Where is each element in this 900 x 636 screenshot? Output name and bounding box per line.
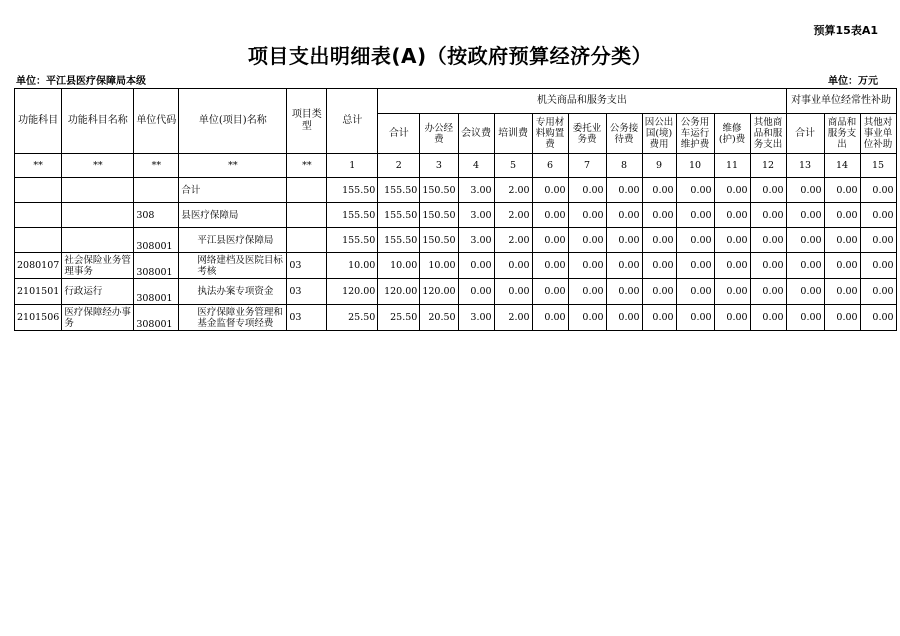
value-cell: 0.00 xyxy=(714,305,750,331)
value-cell: 0.00 xyxy=(568,279,606,305)
func-name-cell xyxy=(62,228,134,253)
col-project-type: 项目类型 xyxy=(287,89,327,154)
value-cell: 0.00 xyxy=(786,203,824,228)
group-goods-services: 机关商品和服务支出 xyxy=(378,89,786,114)
value-cell: 20.50 xyxy=(420,305,458,331)
col-b-other: 其他对事业单位补助 xyxy=(860,114,896,154)
value-cell: 0.00 xyxy=(642,305,676,331)
currency-unit-label: 单位：万元 xyxy=(828,76,878,87)
index-cell: ** xyxy=(15,154,62,178)
value-cell: 0.00 xyxy=(676,279,714,305)
project-type-cell: 03 xyxy=(287,253,327,279)
table-code: 预算15表A1 xyxy=(813,24,878,37)
value-cell: 2.00 xyxy=(494,178,532,203)
index-cell: ** xyxy=(287,154,327,178)
index-cell: 8 xyxy=(606,154,642,178)
col-meeting: 会议费 xyxy=(458,114,494,154)
value-cell: 0.00 xyxy=(532,305,568,331)
value-cell: 0.00 xyxy=(568,228,606,253)
table-row xyxy=(15,203,897,228)
value-cell: 0.00 xyxy=(824,228,860,253)
value-cell: 0.00 xyxy=(606,279,642,305)
unit-name-cell: 合计 xyxy=(179,178,287,203)
index-cell: ** xyxy=(62,154,134,178)
func-name-cell xyxy=(62,203,134,228)
index-cell: 6 xyxy=(532,154,568,178)
value-cell: 2.00 xyxy=(494,228,532,253)
value-cell: 150.50 xyxy=(420,228,458,253)
table-row xyxy=(15,305,897,331)
value-cell: 3.00 xyxy=(458,203,494,228)
unit-code-cell: 308 xyxy=(134,203,179,228)
table-row xyxy=(15,178,897,203)
unit-code-cell: 308001 xyxy=(134,305,179,331)
value-cell: 155.50 xyxy=(327,178,378,203)
value-cell: 10.00 xyxy=(327,253,378,279)
value-cell: 0.00 xyxy=(860,253,896,279)
value-cell: 0.00 xyxy=(568,203,606,228)
value-cell: 0.00 xyxy=(494,253,532,279)
value-cell: 155.50 xyxy=(378,203,420,228)
value-cell: 0.00 xyxy=(532,279,568,305)
value-cell: 0.00 xyxy=(750,203,786,228)
value-cell: 0.00 xyxy=(606,228,642,253)
index-cell: 1 xyxy=(327,154,378,178)
value-cell: 0.00 xyxy=(860,203,896,228)
index-cell: 13 xyxy=(786,154,824,178)
table-row xyxy=(15,253,897,279)
func-code-cell: 2101501 xyxy=(15,279,62,305)
value-cell: 0.00 xyxy=(750,228,786,253)
value-cell: 0.00 xyxy=(606,253,642,279)
expenditure-table xyxy=(14,88,897,331)
value-cell: 0.00 xyxy=(786,305,824,331)
unit-name-cell: 平江县医疗保障局 xyxy=(179,228,287,253)
value-cell: 0.00 xyxy=(532,228,568,253)
project-type-cell xyxy=(287,203,327,228)
unit-name-cell: 县医疗保障局 xyxy=(179,203,287,228)
project-type-cell xyxy=(287,178,327,203)
col-materials: 专用材料购置费 xyxy=(532,114,568,154)
value-cell: 0.00 xyxy=(860,305,896,331)
index-cell: 14 xyxy=(824,154,860,178)
index-cell: ** xyxy=(134,154,179,178)
unit-code-cell: 308001 xyxy=(134,228,179,253)
value-cell: 0.00 xyxy=(824,178,860,203)
unit-name-label: 单位：平江县医疗保障局本级 xyxy=(16,76,146,87)
value-cell: 0.00 xyxy=(642,279,676,305)
unit-name-cell: 执法办案专项资金 xyxy=(179,279,287,305)
index-cell: 12 xyxy=(750,154,786,178)
index-cell: 7 xyxy=(568,154,606,178)
func-code-cell: 2080107 xyxy=(15,253,62,279)
value-cell: 120.00 xyxy=(378,279,420,305)
col-repair: 维修(护)费 xyxy=(714,114,750,154)
value-cell: 0.00 xyxy=(786,279,824,305)
value-cell: 155.50 xyxy=(327,228,378,253)
value-cell: 0.00 xyxy=(714,178,750,203)
value-cell: 0.00 xyxy=(676,178,714,203)
col-total: 总计 xyxy=(327,89,378,154)
value-cell: 0.00 xyxy=(750,253,786,279)
value-cell: 0.00 xyxy=(494,279,532,305)
value-cell: 0.00 xyxy=(568,253,606,279)
col-other-goods: 其他商品和服务支出 xyxy=(750,114,786,154)
project-type-cell: 03 xyxy=(287,305,327,331)
value-cell: 0.00 xyxy=(606,178,642,203)
unit-code-cell xyxy=(134,178,179,203)
value-cell: 0.00 xyxy=(568,305,606,331)
index-cell: 9 xyxy=(642,154,676,178)
value-cell: 0.00 xyxy=(532,253,568,279)
unit-name-cell: 网络建档及医院目标考核 xyxy=(179,253,287,279)
value-cell: 0.00 xyxy=(786,253,824,279)
index-cell: 10 xyxy=(676,154,714,178)
value-cell: 0.00 xyxy=(824,203,860,228)
value-cell: 10.00 xyxy=(378,253,420,279)
value-cell: 0.00 xyxy=(786,228,824,253)
value-cell: 0.00 xyxy=(750,279,786,305)
func-code-cell: 2101506 xyxy=(15,305,62,331)
value-cell: 0.00 xyxy=(606,203,642,228)
value-cell: 150.50 xyxy=(420,203,458,228)
value-cell: 0.00 xyxy=(532,178,568,203)
value-cell: 0.00 xyxy=(824,305,860,331)
value-cell: 120.00 xyxy=(327,279,378,305)
index-cell: 15 xyxy=(860,154,896,178)
value-cell: 0.00 xyxy=(860,228,896,253)
value-cell: 25.50 xyxy=(327,305,378,331)
unit-code-cell: 308001 xyxy=(134,253,179,279)
func-code-cell xyxy=(15,178,62,203)
col-unit-name: 单位(项目)名称 xyxy=(179,89,287,154)
value-cell: 150.50 xyxy=(420,178,458,203)
value-cell: 0.00 xyxy=(676,228,714,253)
value-cell: 0.00 xyxy=(642,203,676,228)
index-cell: 3 xyxy=(420,154,458,178)
table-row xyxy=(15,279,897,305)
col-vehicle: 公务用车运行维护费 xyxy=(676,114,714,154)
col-training: 培训费 xyxy=(494,114,532,154)
func-name-cell xyxy=(62,178,134,203)
value-cell: 0.00 xyxy=(750,305,786,331)
col-func-name: 功能科目名称 xyxy=(62,89,134,154)
group-subsidy: 对事业单位经常性补助 xyxy=(786,89,896,114)
value-cell: 0.00 xyxy=(458,253,494,279)
value-cell: 2.00 xyxy=(494,305,532,331)
func-code-cell xyxy=(15,203,62,228)
value-cell: 0.00 xyxy=(750,178,786,203)
index-cell: 2 xyxy=(378,154,420,178)
index-cell: 4 xyxy=(458,154,494,178)
project-type-cell xyxy=(287,228,327,253)
value-cell: 0.00 xyxy=(714,228,750,253)
value-cell: 10.00 xyxy=(420,253,458,279)
value-cell: 0.00 xyxy=(824,279,860,305)
value-cell: 2.00 xyxy=(494,203,532,228)
col-abroad: 因公出国(境)费用 xyxy=(642,114,676,154)
unit-code-cell: 308001 xyxy=(134,279,179,305)
col-entrust: 委托业务费 xyxy=(568,114,606,154)
value-cell: 0.00 xyxy=(458,279,494,305)
col-a-total: 合计 xyxy=(378,114,420,154)
page-title: 项目支出明细表(A)（按政府预算经济分类） xyxy=(247,44,653,68)
func-name-cell: 行政运行 xyxy=(62,279,134,305)
col-b-total: 合计 xyxy=(786,114,824,154)
value-cell: 0.00 xyxy=(714,279,750,305)
col-unit-code: 单位代码 xyxy=(134,89,179,154)
value-cell: 0.00 xyxy=(606,305,642,331)
value-cell: 0.00 xyxy=(676,203,714,228)
project-type-cell: 03 xyxy=(287,279,327,305)
value-cell: 155.50 xyxy=(378,178,420,203)
func-code-cell xyxy=(15,228,62,253)
col-func-code: 功能科目 xyxy=(15,89,62,154)
table-row xyxy=(15,228,897,253)
value-cell: 0.00 xyxy=(642,253,676,279)
value-cell: 155.50 xyxy=(327,203,378,228)
col-office: 办公经费 xyxy=(420,114,458,154)
value-cell: 0.00 xyxy=(642,228,676,253)
func-name-cell: 医疗保障经办事务 xyxy=(62,305,134,331)
index-cell: ** xyxy=(179,154,287,178)
value-cell: 0.00 xyxy=(532,203,568,228)
value-cell: 155.50 xyxy=(378,228,420,253)
func-name-cell: 社会保险业务管理事务 xyxy=(62,253,134,279)
value-cell: 0.00 xyxy=(860,279,896,305)
index-cell: 11 xyxy=(714,154,750,178)
value-cell: 25.50 xyxy=(378,305,420,331)
value-cell: 0.00 xyxy=(676,253,714,279)
value-cell: 3.00 xyxy=(458,228,494,253)
value-cell: 3.00 xyxy=(458,305,494,331)
value-cell: 0.00 xyxy=(568,178,606,203)
value-cell: 0.00 xyxy=(714,253,750,279)
index-cell: 5 xyxy=(494,154,532,178)
index-row xyxy=(15,154,897,178)
value-cell: 0.00 xyxy=(714,203,750,228)
value-cell: 0.00 xyxy=(860,178,896,203)
value-cell: 0.00 xyxy=(786,178,824,203)
unit-name-cell: 医疗保障业务管理和基金监督专项经费 xyxy=(179,305,287,331)
value-cell: 0.00 xyxy=(824,253,860,279)
value-cell: 0.00 xyxy=(676,305,714,331)
col-reception: 公务接待费 xyxy=(606,114,642,154)
value-cell: 3.00 xyxy=(458,178,494,203)
col-b-goods: 商品和服务支出 xyxy=(824,114,860,154)
value-cell: 0.00 xyxy=(642,178,676,203)
value-cell: 120.00 xyxy=(420,279,458,305)
